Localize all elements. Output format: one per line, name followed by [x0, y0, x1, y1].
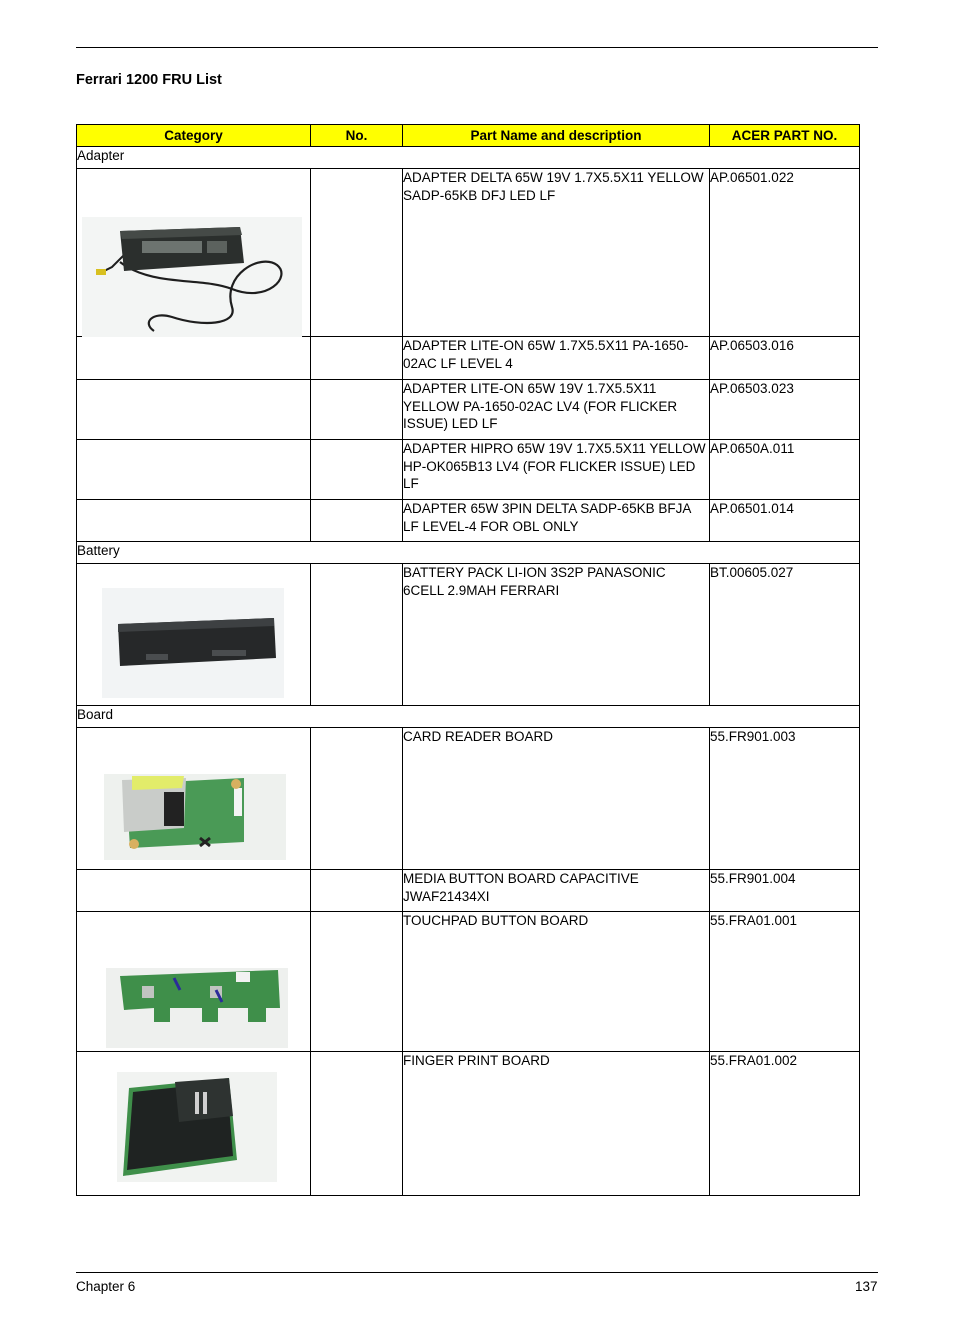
description-cell: TOUCHPAD BUTTON BOARD	[403, 912, 710, 1052]
no-cell	[311, 728, 403, 870]
description-cell: FINGER PRINT BOARD	[403, 1052, 710, 1196]
category-cell	[77, 440, 311, 500]
no-cell	[311, 169, 403, 337]
table-row	[77, 912, 860, 1052]
table-row	[77, 870, 860, 912]
category-cell	[77, 500, 311, 542]
section-row	[77, 147, 860, 169]
description-cell: ADAPTER DELTA 65W 19V 1.7X5.5X11 YELLOW SADP-65KB DFJ LED LF	[403, 169, 710, 337]
description-cell: BATTERY PACK LI-ION 3S2P PANASONIC 6CELL 2.9MAH FERRARI	[403, 564, 710, 706]
part-number-cell: AP.06503.016	[710, 337, 860, 380]
description-cell: ADAPTER 65W 3PIN DELTA SADP-65KB BFJA LF LEVEL-4 FOR OBL ONLY	[403, 500, 710, 542]
header-category: Category	[77, 125, 311, 147]
page-number: 137	[855, 1279, 878, 1294]
category-cell	[77, 564, 311, 706]
finger-print-board-photo	[117, 1072, 277, 1182]
description-cell: ADAPTER LITE-ON 65W 19V 1.7X5.5X11 YELLOW PA-1650-02AC LV4 (FOR FLICKER ISSUE) LED LF	[403, 380, 710, 440]
part-number-cell: AP.0650A.011	[710, 440, 860, 500]
no-cell	[311, 380, 403, 440]
category-cell	[77, 1052, 311, 1196]
ac-adapter-photo	[82, 217, 302, 337]
table-row	[77, 500, 860, 542]
card-reader-board-photo	[104, 774, 286, 860]
category-cell	[77, 912, 311, 1052]
category-cell	[77, 380, 311, 440]
table-row	[77, 169, 860, 337]
section-label: Battery	[77, 542, 860, 564]
section-row	[77, 542, 860, 564]
section-row	[77, 706, 860, 728]
header-no: No.	[311, 125, 403, 147]
description-cell: ADAPTER LITE-ON 65W 1.7X5.5X11 PA-1650-02AC LF LEVEL 4	[403, 337, 710, 380]
table-row	[77, 1052, 860, 1196]
part-number-cell: 55.FRA01.002	[710, 1052, 860, 1196]
description-cell: ADAPTER HIPRO 65W 19V 1.7X5.5X11 YELLOW HP-OK065B13 LV4 (FOR FLICKER ISSUE) LED LF	[403, 440, 710, 500]
fru-table	[76, 124, 860, 1196]
category-cell	[77, 169, 311, 337]
part-number-cell: BT.00605.027	[710, 564, 860, 706]
no-cell	[311, 564, 403, 706]
section-label: Board	[77, 706, 860, 728]
top-rule	[76, 47, 878, 48]
table-row	[77, 380, 860, 440]
section-label: Adapter	[77, 147, 860, 169]
category-cell	[77, 728, 311, 870]
no-cell	[311, 1052, 403, 1196]
table-row	[77, 337, 860, 380]
page-title: Ferrari 1200 FRU List	[76, 72, 222, 88]
footer-chapter: Chapter 6	[76, 1279, 136, 1294]
category-cell	[77, 870, 311, 912]
part-number-cell: AP.06501.014	[710, 500, 860, 542]
touchpad-button-board-photo	[106, 968, 288, 1048]
part-number-cell: AP.06503.023	[710, 380, 860, 440]
description-cell: MEDIA BUTTON BOARD CAPACITIVE JWAF21434XI	[403, 870, 710, 912]
table-row	[77, 728, 860, 870]
part-number-cell: 55.FR901.003	[710, 728, 860, 870]
part-number-cell: AP.06501.022	[710, 169, 860, 337]
category-cell	[77, 337, 311, 380]
battery-pack-photo	[102, 588, 284, 698]
no-cell	[311, 440, 403, 500]
header-part-no: ACER PART NO.	[710, 125, 860, 147]
no-cell	[311, 870, 403, 912]
description-cell: CARD READER BOARD	[403, 728, 710, 870]
header-description: Part Name and description	[403, 125, 710, 147]
no-cell	[311, 337, 403, 380]
bottom-rule	[76, 1272, 878, 1273]
table-row	[77, 440, 860, 500]
part-number-cell: 55.FR901.004	[710, 870, 860, 912]
header-row	[77, 125, 860, 147]
no-cell	[311, 912, 403, 1052]
part-number-cell: 55.FRA01.001	[710, 912, 860, 1052]
no-cell	[311, 500, 403, 542]
table-row	[77, 564, 860, 706]
